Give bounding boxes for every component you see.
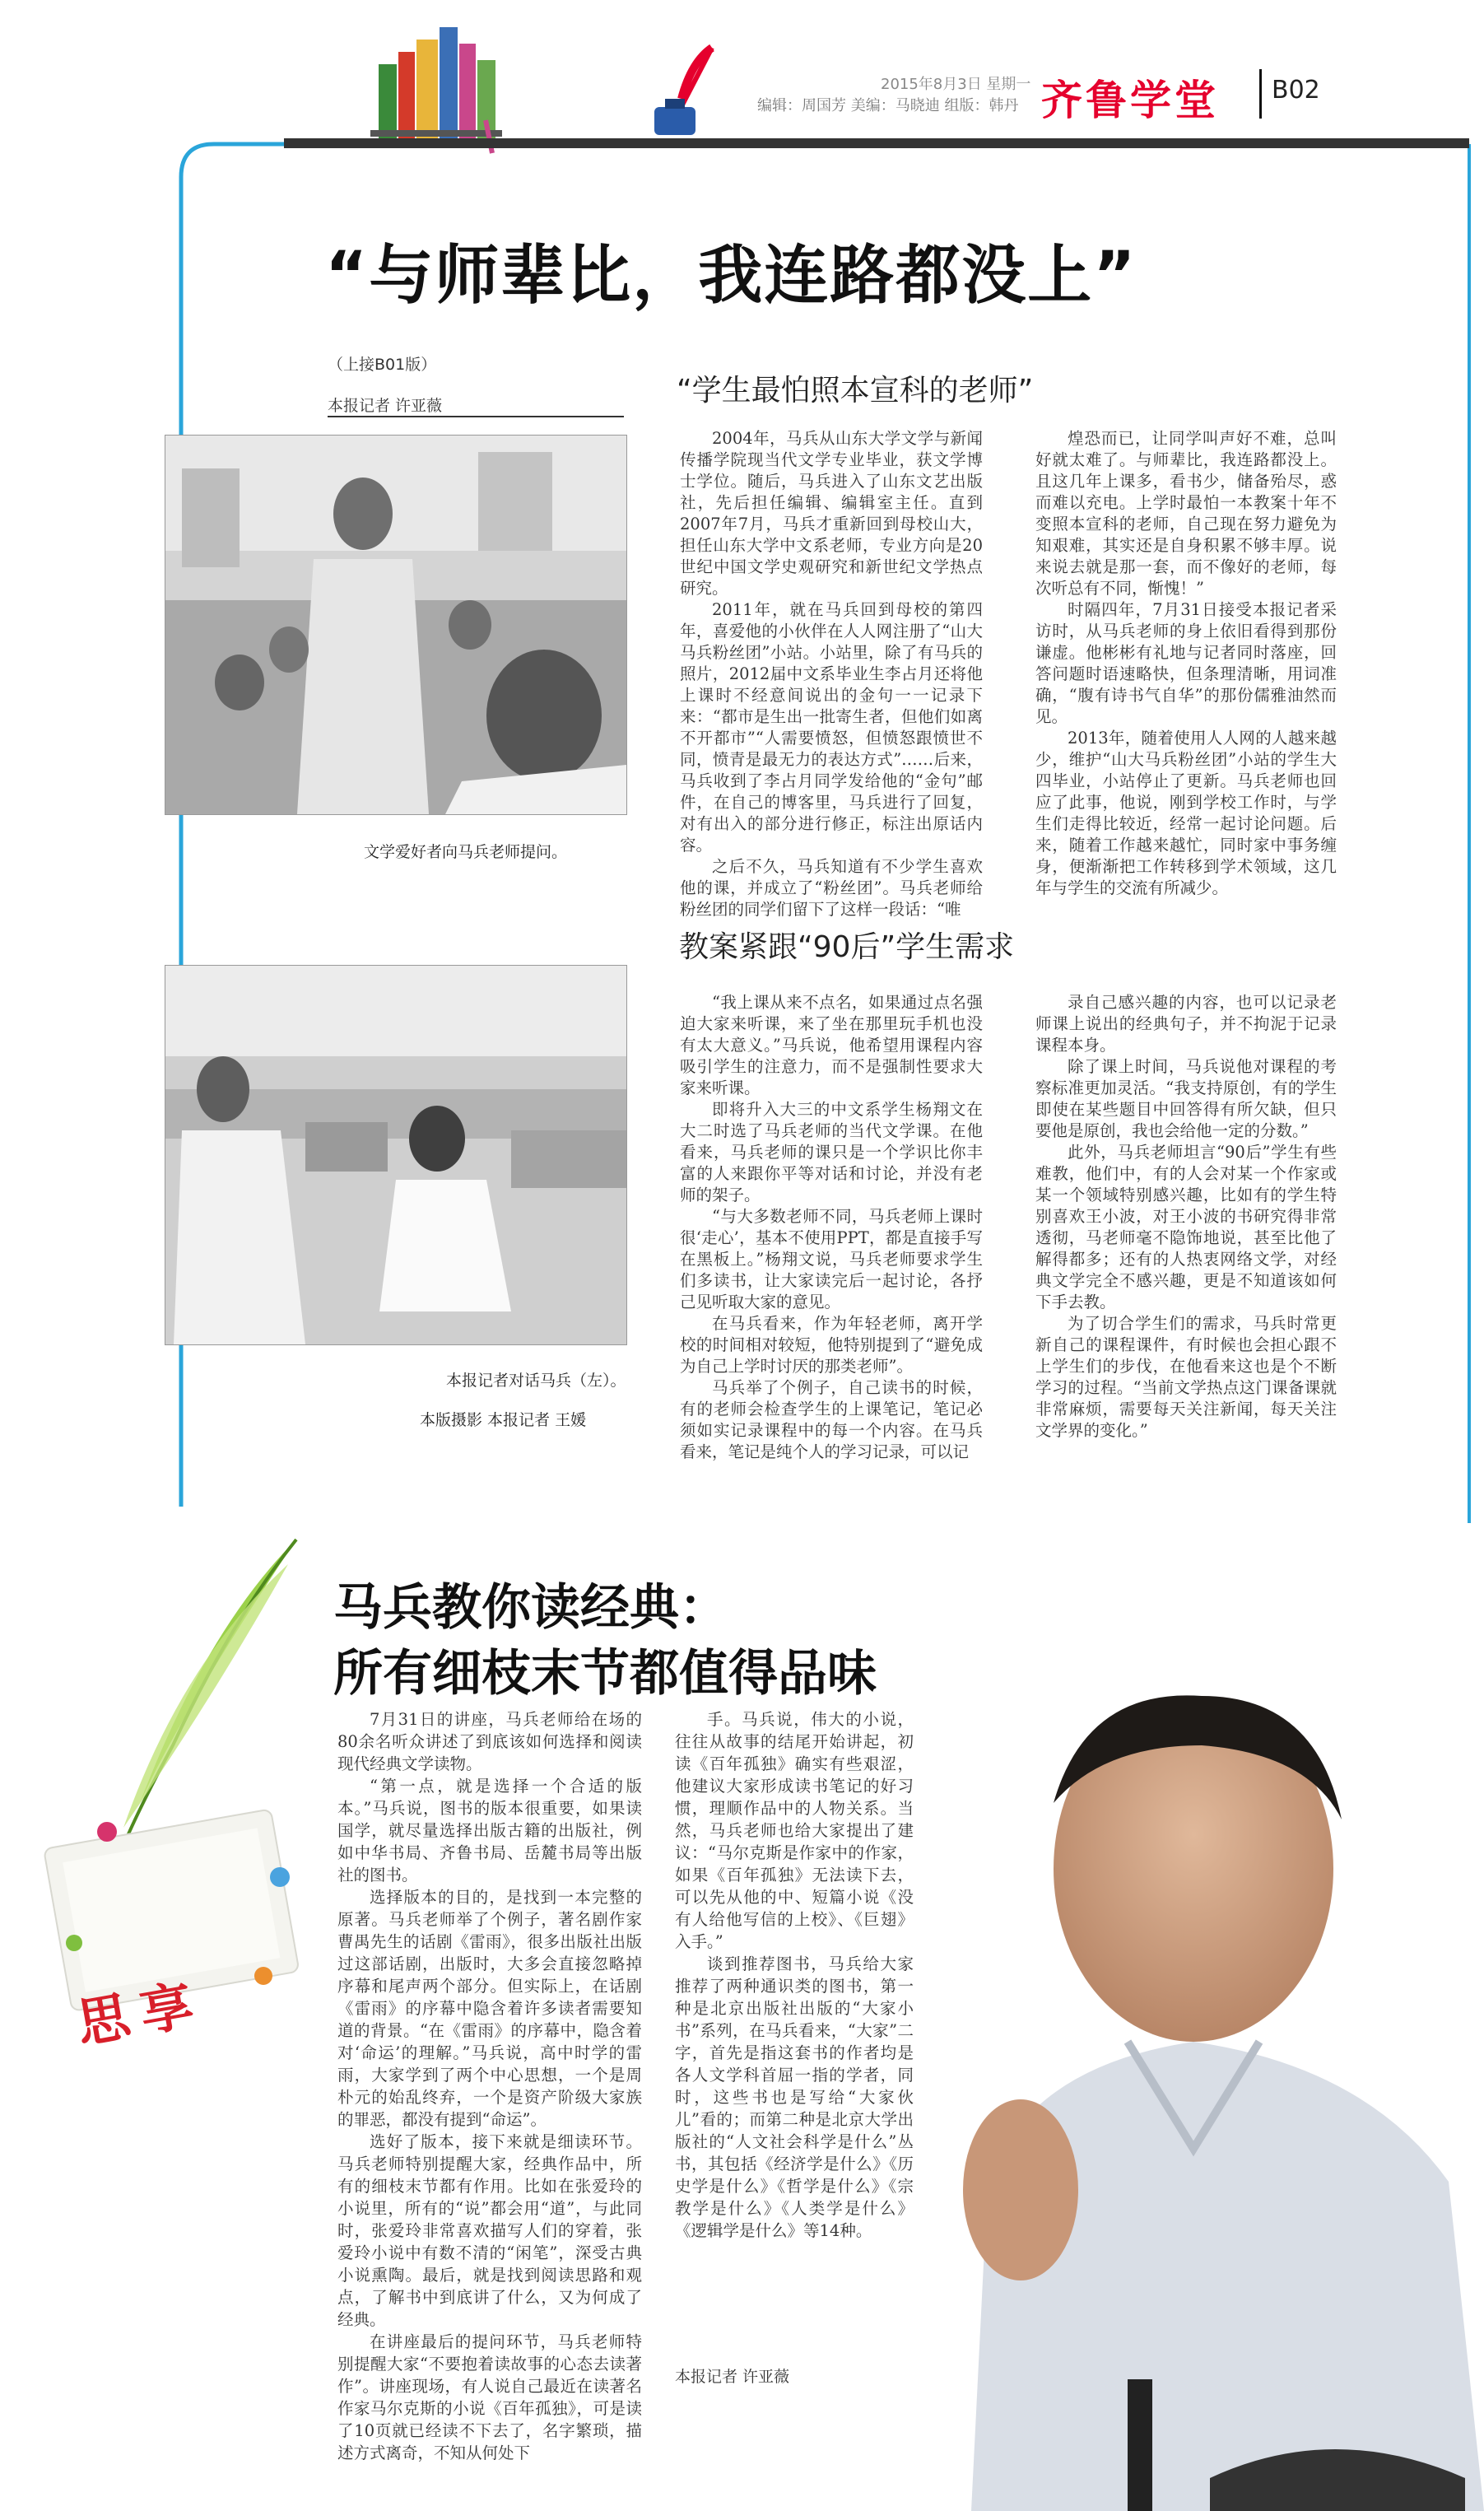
- article2-headline-line2: 所有细枝末节都值得品味: [333, 1645, 877, 1703]
- section-title: 齐鲁学堂: [1041, 77, 1219, 124]
- photo-student-question: [165, 435, 627, 815]
- inkwell-illustration: [634, 41, 724, 140]
- paragraph: 时隔四年，7月31日接受本报记者采访时，从马兵老师的身上依旧看得到那份谦虚。他彬彬有礼地与记者同时落座，回答问题时语速略快，但条理清晰，用词准确，“腹有诗书气自华”的那份儒雅油然而见。: [1035, 600, 1337, 726]
- paragraph: 为了切合学生们的需求，马兵时常更新自己的课程课件，有时候也会担心跟不上学生们的步伐，在他看来这也是个不断学习的过程。“当前文学热点这门课备课就非常麻烦，需要每天关注新闻，每天关注文学界的变化。”: [1035, 1314, 1337, 1440]
- article1-byline: 本报记者 许亚薇: [328, 397, 443, 415]
- photo1-caption: 文学爱好者向马兵老师提问。: [364, 843, 568, 861]
- books-illustration: [362, 15, 527, 138]
- paragraph: 马兵举了个例子，自己读书的时候，有的老师会检查学生的上课笔记，笔记必须如实记录课程中的每一个内容。在马兵看来，笔记是纯个人的学习记录，可以记: [680, 1378, 983, 1461]
- paragraph: 之后不久，马兵知道有不少学生喜欢他的课，并成立了“粉丝团”。马兵老师给粉丝团的同学们留下了这样一段话：“唯: [680, 857, 983, 919]
- page-number: B02: [1272, 76, 1320, 105]
- date-line: 2015年8月3日 星期一: [881, 76, 1031, 93]
- article2-column2: [675, 1708, 914, 2359]
- section1-column1: [680, 428, 983, 919]
- paragraph: 2004年，马兵从山东大学文学与新闻传播学院现当代文学专业毕业，获文学博士学位。随后，马兵进入了山东文艺出版社，先后担任编辑、编辑室主任。直到2007年7月，马兵才重新回到母校山大，担任山东大学中文系老师，专业方向是20世纪中国文学史观研究和新世纪文学热点研究。: [680, 429, 983, 598]
- paragraph: “与大多数老师不同，马兵老师上课时很‘走心’，基本不使用PPT，都是直接手写在黑板上。”杨翔文说，马兵老师要求学生们多读书，让大家读完后一起讨论，各抒己见听取大家的意见。: [680, 1207, 983, 1311]
- credit-line: 编辑：周国芳 美编：马晓迪 组版：韩丹: [757, 97, 1019, 114]
- continued-note: （上接B01版）: [328, 356, 437, 374]
- section2-column1: [680, 992, 983, 1478]
- section2-column2: [1035, 992, 1337, 1478]
- paragraph: 在马兵看来，作为年轻老师，离开学校的时间相对较短，他特别提到了“避免成为自己上学时讨厌的那类老师”。: [680, 1314, 983, 1376]
- paragraph: 录自己感兴趣的内容，也可以记录老师课上说出的经典句子，并不拘泥于记录课程本身。: [1035, 993, 1337, 1055]
- byline-rule: [328, 416, 624, 417]
- paragraph: 选择版本的目的，是找到一本完整的原著。马兵老师举了个例子，著名剧作家曹禺先生的话剧《雷雨》，很多出版社出版过这部话剧，出版时，大多会直接忽略掉序幕和尾声两个部分。但实际上，在话剧《雷雨》的序幕中隐含着许多读者需要知道的背景。“在《雷雨》的序幕中，隐含着对‘命运’的理解。”马兵说，高中时学的雷雨，大家学到了两个中心思想，一个是周朴元的始乱终弃，一个是资产阶级大家族的罪恶，都没有提到“命运”。: [337, 1888, 642, 2129]
- photo-interview: [165, 965, 627, 1345]
- subhead-2: 教案紧跟“90后”学生需求: [679, 930, 1015, 964]
- column-tag-sixiang: 思享: [72, 1973, 210, 2056]
- article2-headline-line1: 马兵教你读经典：: [333, 1579, 728, 1637]
- article2-byline: 本报记者 许亚薇: [675, 2368, 790, 2386]
- article2-column1: [337, 1708, 642, 2511]
- paragraph: “我上课从来不点名，如果通过点名强迫大家来听课，来了坐在那里玩手机也没有太大意义。”马兵说，他希望用课程内容吸引学生的注意力，而不是强制性要求大家来听课。: [680, 993, 983, 1097]
- article1-headline: “与师辈比，我连路都没上”: [325, 239, 1137, 313]
- section1-column2: [1035, 428, 1337, 897]
- paragraph: 手。马兵说，伟大的小说，往往从故事的结尾开始讲起，初读《百年孤独》确实有些艰涩，他建议大家形成读书笔记的好习惯，理顺作品中的人物关系。当然，马兵老师也给大家提出了建议：“马尔克斯是作家中的作家，如果《百年孤独》无法读下去，可以先从他的中、短篇小说《没有人给他写信的上校》、《巨翅》入手。”: [675, 1710, 914, 1951]
- paragraph: 在讲座最后的提问环节，马兵老师特别提醒大家“不要抱着读故事的心态去读著作”。讲座现场，有人说自己最近在读著名作家马尔克斯的小说《百年孤独》，可是读了10页就已经读不下去了，名字繁琐，描述方式离奇，不知从何处下: [337, 2332, 642, 2462]
- paragraph: 此外，马兵老师坦言“90后”学生有些难教，他们中，有的人会对某一个作家或某一个领域特别感兴趣，比如有的学生特别喜欢王小波，对王小波的书研究得非常透彻，马老师毫不隐饰地说，甚至比他了解得都多；还有的人热衷网络文学，对经典文学完全不感兴趣，更是不知道该如何下手去教。: [1035, 1143, 1337, 1311]
- paragraph: “第一点，就是选择一个合适的版本。”马兵说，图书的版本很重要，如果读国学，就尽量选择出版古籍的出版社，例如中华书局、齐鲁书局、岳麓书局等出版社的图书。: [337, 1777, 642, 1884]
- header-bar: [284, 138, 1469, 148]
- photo2-caption: 本报记者对话马兵（左）。: [446, 1372, 626, 1390]
- paragraph: 2011年，就在马兵回到母校的第四年，喜爱他的小伙伴在人人网注册了“山大马兵粉丝团”小站。小站里，除了有马兵的照片，2012届中文系毕业生李占月还将他上课时不经意间说出的金句一一记录下来：“都市是生出一批寄生者，但他们如离不开都市”“人需要愤怒，但愤怒跟愤世不同，愤青是最无力的表达方式”……后来，马兵收到了李占月同学发给他的“金句”邮件，在自己的博客里，马兵进行了回复，对有出入的部分进行修正，标注出原话内容。: [680, 600, 983, 855]
- paragraph: 7月31日的讲座，马兵老师给在场的80余名听众讲述了到底该如何选择和阅读现代经典文学读物。: [337, 1710, 642, 1773]
- paragraph: 煌恐而已，让同学叫声好不难，总叫好就太难了。与师辈比，我连路都没上。且这几年上课多，看书少，储备殆尽，惑而难以充电。上学时最怕一本教案十年不变照本宣科的老师，自己现在努力避免为知艰难，其实还是自身积累不够丰厚。说来说去就是那一套，而不像好的老师，每次听总有不同，惭愧！”: [1035, 429, 1337, 598]
- portrait-photo-ma-bing: [922, 1655, 1484, 2511]
- paragraph: 除了课上时间，马兵说他对课程的考察标准更加灵活。“我支持原创，有的学生即使在某些题目中回答得有所欠缺，但只要他是原创，我也会给他一定的分数。”: [1035, 1057, 1337, 1140]
- paragraph: 2013年，随着使用人人网的人越来越少，维护“山大马兵粉丝团”小站的学生大四毕业，小站停止了更新。马兵老师也回应了此事，他说，刚到学校工作时，与学生们走得比较近，经常一起讨论问题。后来，随着工作越来越忙，同时家中事务缠身，便渐渐把工作转移到学术领域，这几年与学生的交流有所减少。: [1035, 729, 1337, 897]
- paragraph: 谈到推荐图书，马兵给大家推荐了两种通识类的图书，第一种是北京出版社出版的“大家小书”系列，在马兵看来，“大家”二字，首先是指这套书的作者均是各人文学科首屈一指的学者，同时，这些书也是写给“大家伙儿”看的；而第二种是北京大学出版社的“人文社会科学是什么”丛书，其包括《经济学是什么》《历史学是什么》《哲学是什么》《宗教学是什么》《人类学是什么》《逻辑学是什么》等14种。: [675, 1954, 914, 2240]
- photo-credit: 本版摄影 本报记者 王媛: [420, 1411, 587, 1429]
- paragraph: 选好了版本，接下来就是细读环节。马兵老师特别提醒大家，经典作品中，所有的细枝末节都有作用。比如在张爱玲的小说里，所有的“说”都会用“道”，与此同时，张爱玲非常喜欢描写人们的穿着，张爱玲小说中有数不清的“闲笔”，深受古典小说熏陶。最后，就是找到阅读思路和观点，了解书中到底讲了什么，又为何成了经典。: [337, 2132, 642, 2329]
- subhead-1: “学生最怕照本宣科的老师”: [677, 374, 1034, 408]
- paragraph: 即将升入大三的中文系学生杨翔文在大二时选了马兵老师的当代文学课。在他看来，马兵老师的课只是一个学识比你丰富的人来跟你平等对话和讨论，并没有老师的架子。: [680, 1100, 983, 1204]
- header-separator: [1259, 69, 1262, 119]
